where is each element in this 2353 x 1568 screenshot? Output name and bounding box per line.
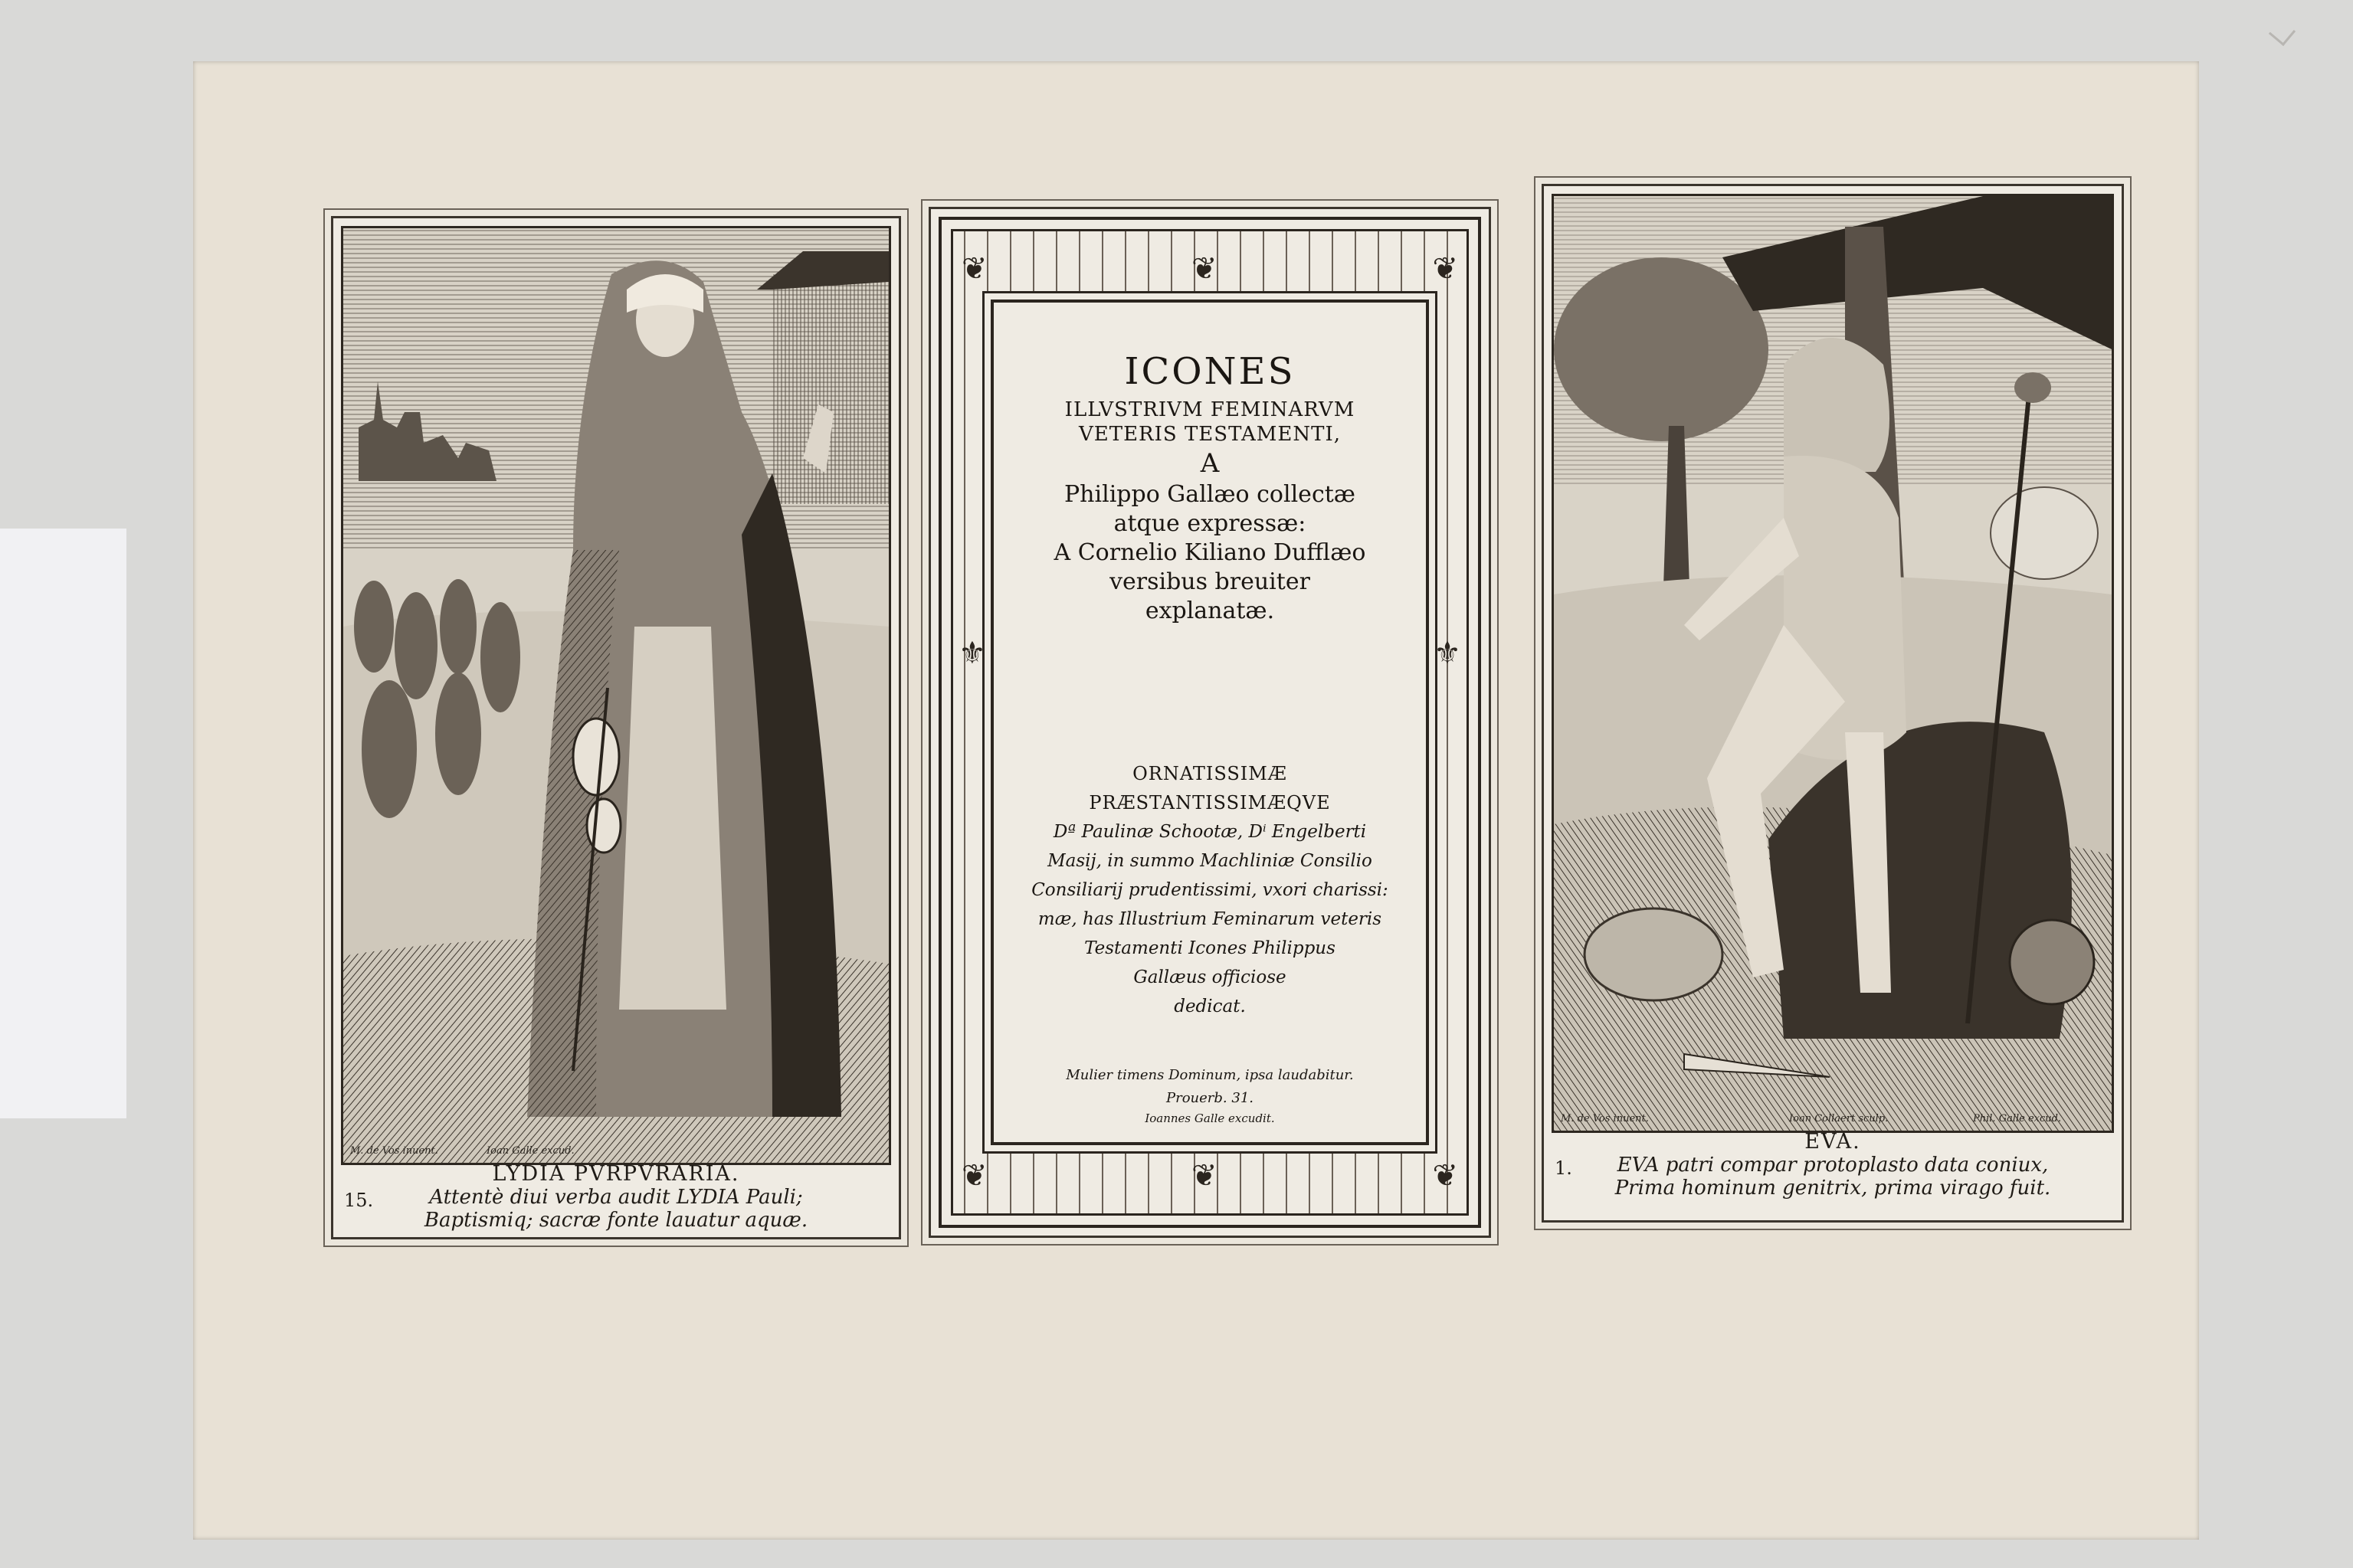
eva-illustration	[1554, 196, 2112, 1131]
credit-inventor: M. de Vos inuent.	[1561, 1113, 1649, 1124]
caption-line-2: Baptismiq; sacræ fonte lauatur aquæ.	[424, 1209, 808, 1232]
background-strip	[0, 529, 126, 1118]
dedication-line-7: dedicat.	[1174, 997, 1246, 1016]
motto-line-1: Mulier timens Dominum, ipsa laudabitur.	[1066, 1067, 1354, 1083]
plate-lydia	[331, 216, 901, 1239]
author-line-2: atque expressæ:	[1113, 510, 1306, 537]
publisher-line: Ioannes Galle excudit.	[1145, 1111, 1275, 1125]
subtitle-line-1: ILLVSTRIVM FEMINARVM	[1064, 398, 1355, 421]
scroll-ornament-icon: ❦	[962, 1158, 988, 1193]
dedication-heading: ORNATISSIMÆ PRÆSTANTISSIMÆQVE	[1089, 763, 1331, 813]
lydia-illustration	[343, 228, 889, 1163]
dedication-line-4: mæ, has Illustrium Feminarum veteris	[1037, 909, 1382, 929]
subtitle-line-2: VETERIS TESTAMENTI,	[1078, 423, 1342, 446]
caption-line-2: Prima hominum genitrix, prima virago fuit.	[1614, 1177, 2051, 1200]
caption-line-1: EVA patri compar protoplasto data coniux,	[1617, 1154, 2049, 1177]
caption-title: LYDIA PVRPVRARIA.	[492, 1162, 740, 1186]
dedication-line-3: Consiliarij prudentissimi, vxori charissi:	[1031, 880, 1388, 900]
plate-number: 15.	[344, 1190, 374, 1211]
credit-publisher: Phil. Galle excud.	[1973, 1113, 2062, 1124]
caption-eva	[1544, 1130, 2122, 1200]
plate-eva	[1542, 184, 2124, 1223]
scroll-ornament-icon: ⚜	[1434, 636, 1461, 671]
scroll-ornament-icon: ❦	[1432, 251, 1458, 286]
scroll-ornament-icon: ❦	[962, 251, 988, 286]
engraving-eva	[1552, 194, 2114, 1133]
pencil-check-mark	[2269, 19, 2296, 46]
plate-number: 1.	[1555, 1157, 1572, 1179]
scroll-ornament-icon: ❦	[1432, 1158, 1458, 1193]
engraving-lydia	[341, 226, 891, 1165]
scroll-ornament-icon: ❦	[1191, 251, 1217, 286]
book-title: ICONES	[1124, 350, 1296, 393]
caption-lydia	[333, 1162, 899, 1232]
credit-engraver: Ioan Collaert sculp.	[1789, 1113, 1889, 1124]
scroll-ornament-icon: ⚜	[959, 636, 986, 671]
motto-line-2: Prouerb. 31.	[1166, 1090, 1254, 1106]
dedication	[1012, 759, 1408, 1021]
plate-title-page	[929, 207, 1491, 1238]
title-block	[994, 350, 1426, 626]
scroll-ornament-icon: ❦	[1191, 1158, 1217, 1193]
dedication-line-6: Gallæus officiose	[1133, 967, 1286, 987]
credit-inventor: M. de Vos inuent.	[350, 1145, 438, 1157]
author-line-3: A Cornelio Kiliano Dufflæo	[1054, 539, 1366, 566]
caption-title: EVA.	[1804, 1130, 1861, 1154]
subtitle-a: A	[1200, 448, 1220, 479]
author-line-5: explanatæ.	[1145, 597, 1275, 624]
dedication-line-2: Masij, in summo Machliniæ Consilio	[1047, 851, 1372, 871]
motto	[931, 1064, 1489, 1110]
author-line-4: versibus breuiter	[1109, 568, 1310, 595]
caption-line-1: Attentè diui verba audit LYDIA Pauli;	[429, 1186, 803, 1209]
title-panel	[991, 300, 1429, 1145]
credit-publisher: Ioan Galle excud.	[487, 1145, 575, 1157]
author-line-1: Philippo Gallæo collectæ	[1064, 481, 1355, 508]
paper-sheet	[193, 61, 2199, 1540]
dedication-line-5: Testamenti Icones Philippus	[1084, 938, 1335, 958]
dedication-line-1: Dª Paulinæ Schootæ, Dⁱ Engelberti	[1053, 822, 1367, 842]
